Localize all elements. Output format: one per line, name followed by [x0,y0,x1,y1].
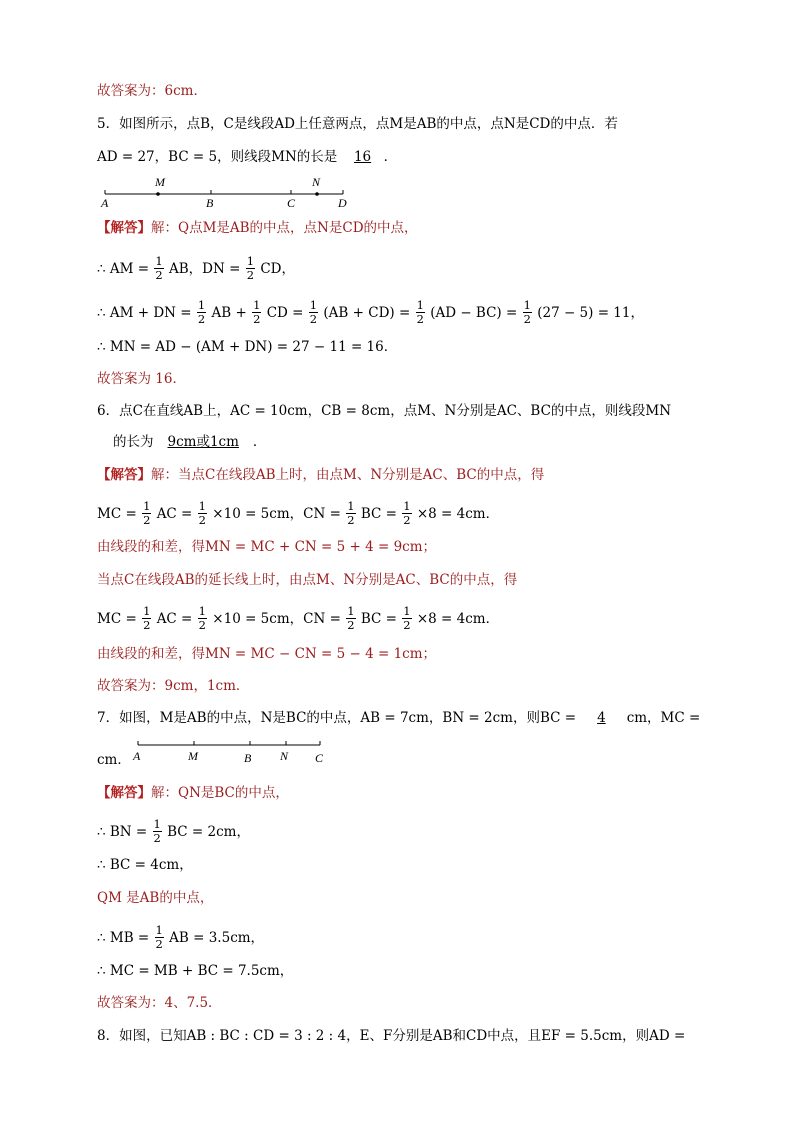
fraction-half: $\frac{1}{2}$ [155,254,163,282]
q7-segment-figure [130,737,330,771]
q7-label-a: A [133,749,141,763]
q7-label-c: C [315,751,324,765]
q5-stem-line2: AD = 27，BC = 5，则线段MN的长是 16 ． [97,149,398,165]
q5-step2-c: CD = [266,305,304,321]
fraction-half: $\frac{1}{2}$ [403,604,411,632]
q5-label-d: D [338,196,347,210]
fraction-half: $\frac{1}{2}$ [155,923,163,951]
fraction-half: $\frac{1}{2}$ [253,298,261,326]
q6-stem-line2: 的长为 9cm或1cm ． [113,434,267,450]
q5-step2 [97,300,644,327]
q6-answer-blank: 9cm或1cm [167,434,239,450]
q6-c2-c: ×10 = 5cm，CN = [212,611,341,627]
q5-step2-a: ∴ AM + DN = [97,305,192,321]
fraction-half: $\frac{1}{2}$ [523,298,531,326]
q5-step3: ∴ MN = AD − (AM + DN) = 27 − 11 = 16． [97,339,398,355]
q6-solution-text: 解：当点C在线段AB上时，由点M、N分别是AC、BC的中点，得 [151,467,545,483]
fraction-half: $\frac{1}{2}$ [416,298,424,326]
fraction-half: $\frac{1}{2}$ [143,499,151,527]
q6-c1-d: BC = [360,506,397,522]
q6-c1-e: ×8 = 4cm． [416,506,500,522]
q6-stem-line1: 6．点C在直线AB上，AC = 10cm，CB = 8cm，点M、N分别是AC、BC的中点，则线段MN [97,403,672,419]
q5-label-b: B [206,196,214,210]
q7-step4 [97,925,264,952]
fraction-half: $\frac{1}{2}$ [198,499,206,527]
fraction-half: $\frac{1}{2}$ [246,254,255,282]
q7-step3: QM 是AB的中点， [97,890,214,906]
q7-step2: ∴ BC = 4cm， [97,857,193,873]
q6-case2-calc [97,606,499,633]
q5-segment-figure [100,174,360,210]
q7-step1-a: ∴ BN = [97,824,148,840]
q5-solution-head [97,218,418,238]
q7-stem-text-post: cm，MC = [626,710,701,726]
q6-c2-a: MC = [97,611,137,627]
fraction-half: $\frac{1}{2}$ [347,499,355,527]
fraction-half: $\frac{1}{2}$ [403,499,411,527]
q7-label-b: B [244,751,252,765]
q5-answer: 故答案为 16． [97,371,186,387]
q7-answer-blank: 4 [597,710,606,726]
fraction-half: $\frac{1}{2}$ [197,298,206,326]
q7-step4-a: ∴ MB = [97,930,150,946]
q6-c2-b: AC = [156,611,193,627]
q7-label-n: N [280,749,289,763]
q5-step2-b: AB + [211,305,247,321]
fraction-half: $\frac{1}{2}$ [309,298,318,326]
q7-step4-b: AB = 3.5cm， [169,930,265,946]
q5-step1-a: ∴ AM = [97,261,150,277]
q7-solution-head [97,783,289,803]
q8-stem-line1: 8．如图，已知AB : BC : CD = 3 : 2 : 4，E、F分别是AB和CD中点，且EF = 5.5cm，则AD = [97,1028,686,1044]
q7-stem-line2: cm． [97,752,131,768]
q7-stem-line1 [97,708,700,728]
fraction-half: $\frac{1}{2}$ [347,604,355,632]
q6-answer: 故答案为：9cm，1cm． [97,678,250,694]
q7-step5: ∴ MC = MB + BC = 7.5cm， [97,963,294,979]
q6-c1-c: ×10 = 5cm，CN = [212,506,341,522]
q5-step2-d: (AB + CD) = [323,305,411,321]
q5-label-c: C [287,196,296,210]
prev-answer: 故答案为：6cm． [97,83,207,99]
q7-solution-text: 解：QN是BC的中点， [151,785,289,801]
q6-solution-head [97,465,544,485]
q7-answer: 故答案为：4、7.5． [97,995,222,1011]
q6-c1-a: MC = [97,506,137,522]
q5-step1-b: AB，DN = [168,261,241,277]
q5-step1-c: CD， [260,261,295,277]
q5-stem-line1: 5．如图所示，点B，C是线段AD上任意两点，点M是AB的中点，点N是CD的中点．若 [97,116,618,132]
q5-label-m: M [155,175,165,189]
q7-label-m: M [188,749,198,763]
fraction-half: $\frac{1}{2}$ [143,604,151,632]
q6-case1-calc [97,501,499,528]
q5-label-a: A [101,196,109,210]
q5-label-n: N [312,175,321,189]
q6-solution-tag: 【解答】 [97,467,151,483]
q5-step2-e: (AD − BC) = [430,305,518,321]
q7-step1 [97,819,250,846]
q6-c1-b: AC = [156,506,193,522]
q5-step1 [97,256,295,283]
q6-stem-text: 的长为 [113,434,154,450]
q6-case1-sum: 由线段的和差，得MN = MC + CN = 5 + 4 = 9cm； [97,539,437,555]
q7-solution-tag: 【解答】 [97,785,151,801]
q6-c2-e: ×8 = 4cm． [416,611,500,627]
fraction-half: $\frac{1}{2}$ [153,817,161,845]
q5-answer-blank: 16 [353,149,372,165]
q7-stem-text: 7．如图，M是AB的中点，N是BC的中点，AB = 7cm，BN = 2cm，则BC = [97,710,577,726]
q6-case2-head: 当点C在线段AB的延长线上时，由点M、N分别是AC、BC的中点，得 [97,572,518,588]
q6-c2-d: BC = [360,611,397,627]
q7-step1-b: BC = 2cm， [167,824,250,840]
q6-case2-sum: 由线段的和差，得MN = MC − CN = 5 − 4 = 1cm； [97,646,437,662]
q5-solution-tag: 【解答】 [97,220,151,236]
q5-step2-f: (27 − 5) = 11， [537,305,644,321]
q5-stem-text: AD = 27，BC = 5，则线段MN的长是 [97,149,338,165]
q5-solution-text: 解：Q点M是AB的中点，点N是CD的中点， [151,220,418,236]
fraction-half: $\frac{1}{2}$ [198,604,206,632]
